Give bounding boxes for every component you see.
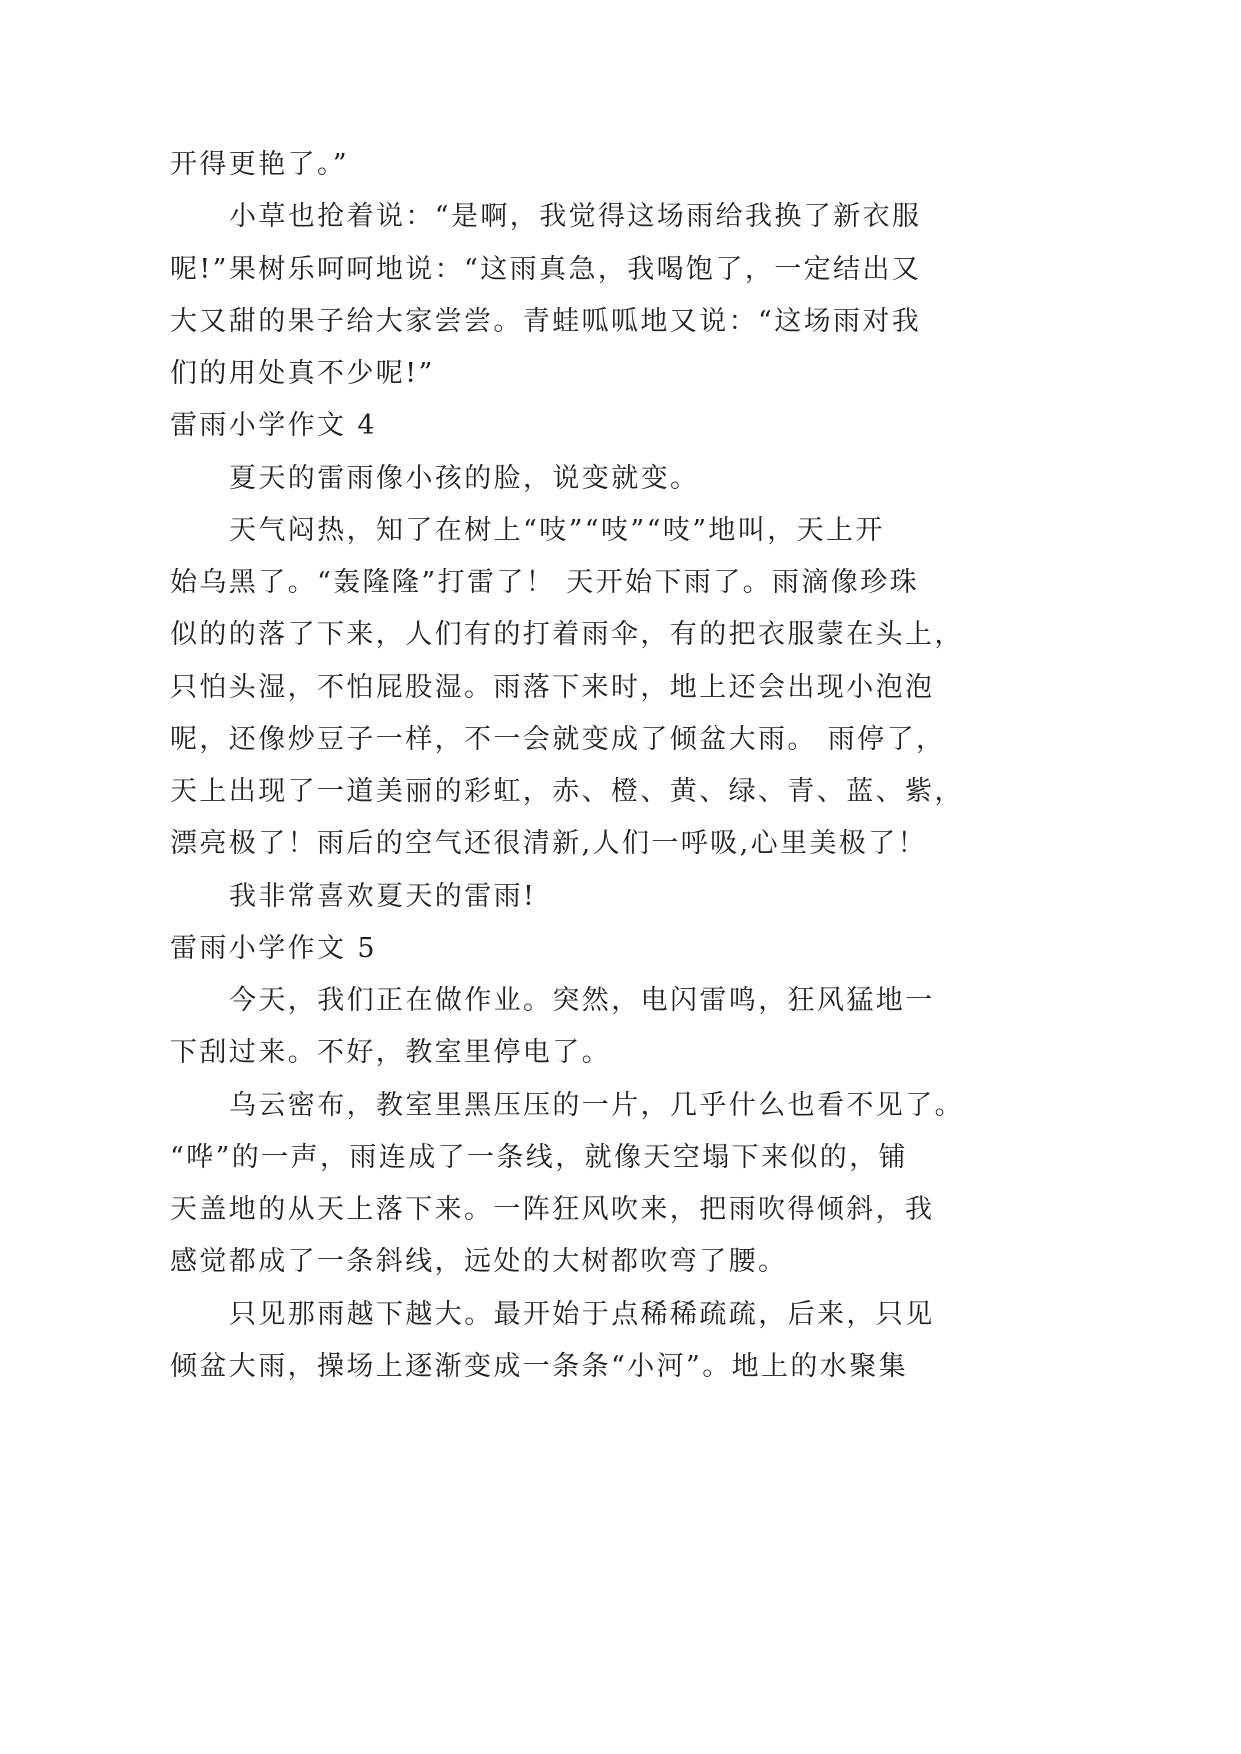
text-line: 天盖地的从天上落下来。一阵狂风吹来，把雨吹得倾斜，我 — [170, 1194, 935, 1225]
document-body — [170, 139, 970, 1393]
text-line: 下刮过来。不好，教室里停电了。 — [170, 1037, 611, 1069]
text-line: 呢!”果树乐呵呵地说：“这雨真急，我喝饱了，一定结出又 — [170, 253, 922, 285]
text-line: 始乌黑了。“轰隆隆”打雷了！ 天开始下雨了。雨滴像珍珠 — [170, 567, 919, 598]
text-line: 漂亮极了！雨后的空气还很清新,人们一呼吸,心里美极了！ — [170, 828, 927, 860]
text-line: 天气闷热，知了在树上“吱”“吱”“吱”地叫，天上开 — [229, 514, 885, 546]
essay-title: 雷雨小学作文 4 — [170, 410, 377, 442]
text-line: 开得更艳了。” — [170, 149, 350, 180]
text-line: 呢，还像炒豆子一样，不一会就变成了倾盆大雨。 雨停了， — [170, 723, 946, 755]
text-line: 大又甜的果子给大家尝尝。青蛙呱呱地又说：“这场雨对我 — [170, 305, 922, 337]
text-line: 似的的落了下来，人们有的打着雨伞，有的把衣服蒙在头上， — [170, 619, 964, 651]
text-line: 小草也抢着说：“是啊，我觉得这场雨给我换了新衣服 — [229, 201, 922, 233]
text-line: 夏天的雷雨像小孩的脸，说变就变。 — [229, 462, 700, 494]
text-line: 倾盆大雨，操场上逐渐变成一条条“小河”。地上的水聚集 — [170, 1350, 909, 1382]
essay-title: 雷雨小学作文 5 — [170, 932, 377, 964]
text-line: 天上出现了一道美丽的彩虹，赤、橙、黄、绿、青、蓝、紫， — [170, 776, 964, 807]
text-line: 感觉都成了一条斜线，远处的大树都吹弯了腰。 — [170, 1246, 788, 1278]
text-line: 只见那雨越下越大。最开始于点稀稀疏疏，后来，只见 — [229, 1298, 935, 1330]
text-line: 们的用处真不少呢!” — [170, 358, 435, 389]
text-line: 只怕头湿，不怕屁股湿。雨落下来时，地上还会出现小泡泡 — [170, 671, 935, 703]
text-line: 今天，我们正在做作业。突然，电闪雷鸣，狂风猛地一 — [229, 985, 935, 1016]
text-line: 我非常喜欢夏天的雷雨! — [229, 880, 537, 912]
text-line: 乌云密布，教室里黑压压的一片，几乎什么也看不见了。 — [229, 1089, 964, 1121]
text-line: “哗”的一声，雨连成了一条线，就像天空塌下来似的，铺 — [170, 1141, 909, 1173]
